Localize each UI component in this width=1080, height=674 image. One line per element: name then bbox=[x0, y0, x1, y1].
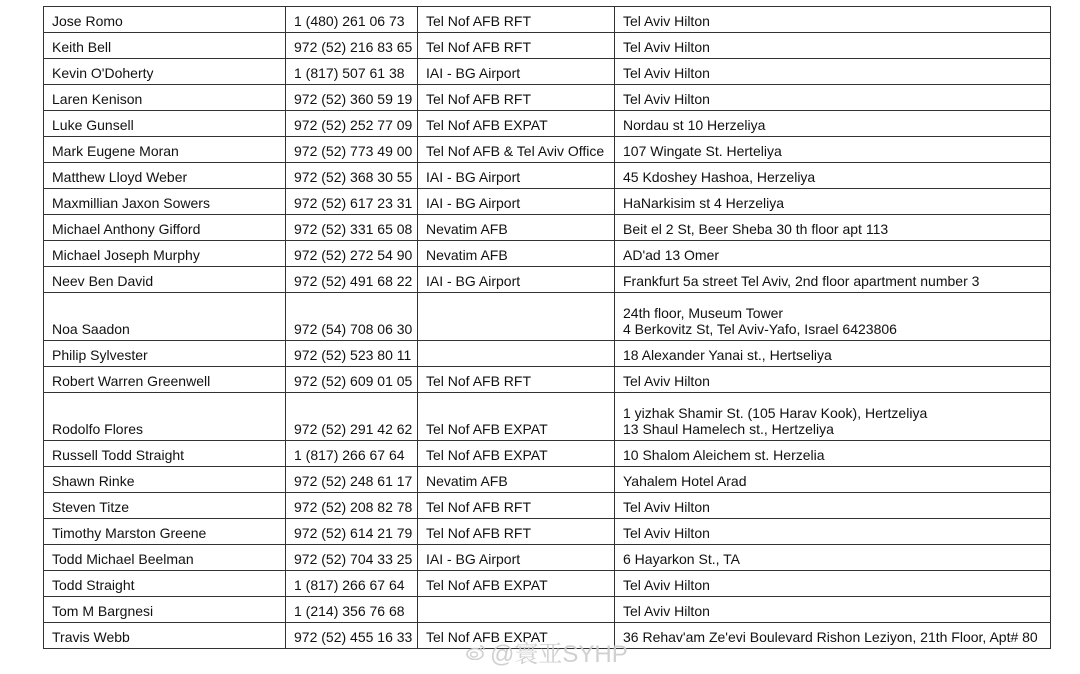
table-row bbox=[44, 33, 1051, 59]
table-row bbox=[44, 215, 1051, 241]
site-cell: Tel Nof AFB EXPAT bbox=[418, 623, 615, 649]
address-line: Nordau st 10 Herzeliya bbox=[623, 117, 766, 133]
address-cell bbox=[615, 519, 1051, 545]
name-cell: Travis Webb bbox=[44, 623, 286, 649]
site-cell: Tel Nof AFB EXPAT bbox=[418, 111, 615, 137]
phone-cell: 972 (54) 708 06 30 bbox=[286, 293, 418, 341]
table-row bbox=[44, 571, 1051, 597]
address-cell bbox=[615, 597, 1051, 623]
table-row bbox=[44, 163, 1051, 189]
name-cell: Keith Bell bbox=[44, 33, 286, 59]
name-cell: Tom M Bargnesi bbox=[44, 597, 286, 623]
table-row bbox=[44, 493, 1051, 519]
site-cell: Tel Nof AFB RFT bbox=[418, 519, 615, 545]
address-cell bbox=[615, 467, 1051, 493]
address-cell bbox=[615, 341, 1051, 367]
table-row bbox=[44, 189, 1051, 215]
table-row bbox=[44, 367, 1051, 393]
address-line: 18 Alexander Yanai st., Hertseliya bbox=[623, 347, 832, 363]
address-cell bbox=[615, 137, 1051, 163]
table-row bbox=[44, 519, 1051, 545]
address-line: 45 Kdoshey Hashoa, Herzeliya bbox=[623, 169, 816, 185]
address-line: HaNarkisim st 4 Herzeliya bbox=[623, 195, 785, 211]
phone-cell: 972 (52) 291 42 62 bbox=[286, 393, 418, 441]
name-cell: Kevin O'Doherty bbox=[44, 59, 286, 85]
name-cell: Mark Eugene Moran bbox=[44, 137, 286, 163]
site-cell: Tel Nof AFB EXPAT bbox=[418, 441, 615, 467]
address-cell bbox=[615, 293, 1051, 341]
phone-cell: 972 (52) 704 33 25 bbox=[286, 545, 418, 571]
address-cell bbox=[615, 189, 1051, 215]
address-line: 1 yizhak Shamir St. (105 Harav Kook), Hertzeliya bbox=[623, 405, 928, 421]
address-line: 10 Shalom Aleichem st. Herzelia bbox=[623, 447, 825, 463]
table-row bbox=[44, 393, 1051, 441]
site-cell: Tel Nof AFB EXPAT bbox=[418, 393, 615, 441]
table-row bbox=[44, 85, 1051, 111]
table-row bbox=[44, 241, 1051, 267]
site-cell: IAI - BG Airport bbox=[418, 189, 615, 215]
site-cell: IAI - BG Airport bbox=[418, 267, 615, 293]
site-cell: Tel Nof AFB RFT bbox=[418, 7, 615, 33]
phone-cell: 1 (817) 266 67 64 bbox=[286, 441, 418, 467]
address-cell bbox=[615, 163, 1051, 189]
name-cell: Neev Ben David bbox=[44, 267, 286, 293]
name-cell: Laren Kenison bbox=[44, 85, 286, 111]
phone-cell: 1 (817) 266 67 64 bbox=[286, 571, 418, 597]
phone-cell: 972 (52) 208 82 78 bbox=[286, 493, 418, 519]
address-cell bbox=[615, 111, 1051, 137]
address-cell bbox=[615, 7, 1051, 33]
table-row bbox=[44, 59, 1051, 85]
address-line: Tel Aviv Hilton bbox=[623, 91, 710, 107]
address-cell bbox=[615, 215, 1051, 241]
table-row bbox=[44, 441, 1051, 467]
phone-cell: 972 (52) 360 59 19 bbox=[286, 85, 418, 111]
phone-cell: 1 (214) 356 76 68 bbox=[286, 597, 418, 623]
site-cell: Nevatim AFB bbox=[418, 467, 615, 493]
phone-cell: 972 (52) 252 77 09 bbox=[286, 111, 418, 137]
site-cell: Nevatim AFB bbox=[418, 215, 615, 241]
table-row bbox=[44, 293, 1051, 341]
address-line: Tel Aviv Hilton bbox=[623, 525, 710, 541]
name-cell: Todd Michael Beelman bbox=[44, 545, 286, 571]
table-row bbox=[44, 597, 1051, 623]
address-cell bbox=[615, 493, 1051, 519]
name-cell: Todd Straight bbox=[44, 571, 286, 597]
address-cell bbox=[615, 267, 1051, 293]
site-cell: Tel Nof AFB RFT bbox=[418, 367, 615, 393]
phone-cell: 972 (52) 609 01 05 bbox=[286, 367, 418, 393]
address-line: 4 Berkovitz St, Tel Aviv-Yafo, Israel 6423806 bbox=[623, 321, 897, 337]
name-cell: Timothy Marston Greene bbox=[44, 519, 286, 545]
site-cell: Tel Nof AFB RFT bbox=[418, 85, 615, 111]
address-line: 24th floor, Museum Tower bbox=[623, 305, 784, 321]
address-line: AD'ad 13 Omer bbox=[623, 247, 720, 263]
address-line: Beit el 2 St, Beer Sheba 30 th floor apt 113 bbox=[623, 221, 889, 237]
table-row bbox=[44, 467, 1051, 493]
name-cell: Luke Gunsell bbox=[44, 111, 286, 137]
phone-cell: 972 (52) 216 83 65 bbox=[286, 33, 418, 59]
address-line: 107 Wingate St. Herteliya bbox=[623, 143, 782, 159]
phone-cell: 972 (52) 248 61 17 bbox=[286, 467, 418, 493]
address-cell bbox=[615, 393, 1051, 441]
table-row bbox=[44, 267, 1051, 293]
name-cell: Michael Joseph Murphy bbox=[44, 241, 286, 267]
address-cell bbox=[615, 571, 1051, 597]
name-cell: Maxmillian Jaxon Sowers bbox=[44, 189, 286, 215]
phone-cell: 972 (52) 368 30 55 bbox=[286, 163, 418, 189]
name-cell: Philip Sylvester bbox=[44, 341, 286, 367]
address-line: 13 Shaul Hamelech st., Hertzeliya bbox=[623, 421, 834, 437]
name-cell: Matthew Lloyd Weber bbox=[44, 163, 286, 189]
site-cell: IAI - BG Airport bbox=[418, 59, 615, 85]
site-cell: Tel Nof AFB & Tel Aviv Office bbox=[418, 137, 615, 163]
address-line: 36 Rehav'am Ze'evi Boulevard Rishon Leziyon, 21th Floor, Apt# 80 bbox=[623, 629, 1038, 645]
phone-cell: 972 (52) 272 54 90 bbox=[286, 241, 418, 267]
address-line: Tel Aviv Hilton bbox=[623, 577, 710, 593]
site-cell bbox=[418, 293, 615, 341]
address-cell bbox=[615, 33, 1051, 59]
address-cell bbox=[615, 623, 1051, 649]
name-cell: Michael Anthony Gifford bbox=[44, 215, 286, 241]
address-line: Tel Aviv Hilton bbox=[623, 13, 710, 29]
site-cell: Tel Nof AFB EXPAT bbox=[418, 571, 615, 597]
address-cell bbox=[615, 241, 1051, 267]
address-line: Tel Aviv Hilton bbox=[623, 499, 710, 515]
table-row bbox=[44, 7, 1051, 33]
table-row bbox=[44, 545, 1051, 571]
name-cell: Shawn Rinke bbox=[44, 467, 286, 493]
phone-cell: 1 (817) 507 61 38 bbox=[286, 59, 418, 85]
phone-cell: 972 (52) 773 49 00 bbox=[286, 137, 418, 163]
table-row bbox=[44, 341, 1051, 367]
phone-cell: 972 (52) 523 80 11 bbox=[286, 341, 418, 367]
name-cell: Russell Todd Straight bbox=[44, 441, 286, 467]
name-cell: Steven Titze bbox=[44, 493, 286, 519]
site-cell: IAI - BG Airport bbox=[418, 163, 615, 189]
name-cell: Noa Saadon bbox=[44, 293, 286, 341]
address-line: Tel Aviv Hilton bbox=[623, 39, 710, 55]
address-line: Yahalem Hotel Arad bbox=[623, 473, 747, 489]
site-cell bbox=[418, 597, 615, 623]
contact-table bbox=[43, 6, 1051, 649]
site-cell: Nevatim AFB bbox=[418, 241, 615, 267]
name-cell: Rodolfo Flores bbox=[44, 393, 286, 441]
weibo-icon bbox=[466, 644, 486, 660]
address-line: 6 Hayarkon St., TA bbox=[623, 551, 740, 567]
phone-cell: 972 (52) 491 68 22 bbox=[286, 267, 418, 293]
address-cell bbox=[615, 545, 1051, 571]
address-cell bbox=[615, 59, 1051, 85]
phone-cell: 1 (480) 261 06 73 bbox=[286, 7, 418, 33]
address-line: Frankfurt 5a street Tel Aviv, 2nd floor apartment number 3 bbox=[623, 273, 980, 289]
site-cell: IAI - BG Airport bbox=[418, 545, 615, 571]
watermark-text: @寰亚SYHP bbox=[490, 641, 628, 668]
phone-cell: 972 (52) 617 23 31 bbox=[286, 189, 418, 215]
site-cell: Tel Nof AFB RFT bbox=[418, 493, 615, 519]
name-cell: Jose Romo bbox=[44, 7, 286, 33]
phone-cell: 972 (52) 614 21 79 bbox=[286, 519, 418, 545]
watermark bbox=[466, 634, 628, 669]
phone-cell: 972 (52) 331 65 08 bbox=[286, 215, 418, 241]
address-cell bbox=[615, 85, 1051, 111]
address-line: Tel Aviv Hilton bbox=[623, 603, 710, 619]
contact-table-sheet bbox=[43, 6, 1050, 649]
site-cell: Tel Nof AFB RFT bbox=[418, 33, 615, 59]
address-cell bbox=[615, 367, 1051, 393]
site-cell bbox=[418, 341, 615, 367]
name-cell: Robert Warren Greenwell bbox=[44, 367, 286, 393]
address-cell bbox=[615, 441, 1051, 467]
address-line: Tel Aviv Hilton bbox=[623, 65, 710, 81]
address-line: Tel Aviv Hilton bbox=[623, 373, 710, 389]
phone-cell: 972 (52) 455 16 33 bbox=[286, 623, 418, 649]
table-row bbox=[44, 111, 1051, 137]
table-row bbox=[44, 137, 1051, 163]
